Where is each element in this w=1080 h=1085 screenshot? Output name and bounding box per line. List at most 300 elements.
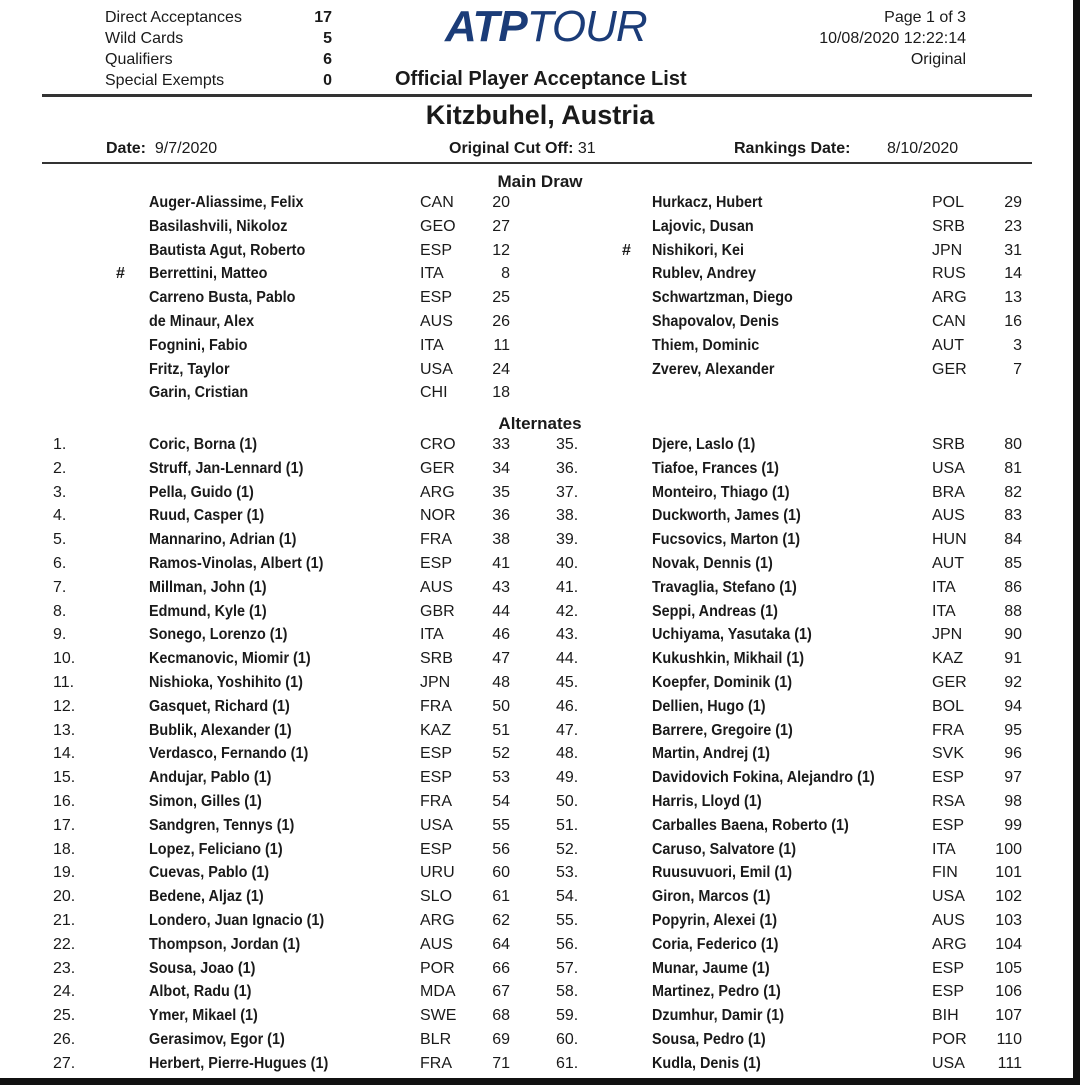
player-rank: 92 <box>1004 674 1022 691</box>
player-row <box>0 460 1080 483</box>
player-name: Albot, Radu (1) <box>149 983 252 1001</box>
player-country: USA <box>420 816 453 834</box>
player-country: NOR <box>420 507 456 525</box>
player-rank: 51 <box>492 721 510 739</box>
alternate-position: 50. <box>556 793 579 810</box>
player-row <box>0 769 1080 792</box>
player-name: Sonego, Lorenzo (1) <box>149 626 288 644</box>
player-rank: 66 <box>492 959 510 977</box>
player-country: BOL <box>932 697 965 715</box>
player-country: AUT <box>932 555 964 572</box>
player-name: Gasquet, Richard (1) <box>149 697 290 715</box>
player-rank: 20 <box>492 194 510 211</box>
alternate-position: 3. <box>53 483 67 501</box>
player-row <box>0 194 1080 217</box>
player-row <box>0 384 1080 407</box>
player-country: USA <box>932 459 965 477</box>
player-rank: 26 <box>492 313 510 330</box>
player-country: ESP <box>420 769 453 787</box>
alternate-position: 23. <box>53 959 76 977</box>
alternate-position: 14. <box>53 745 76 763</box>
player-rank: 82 <box>1004 483 1022 501</box>
alternate-position: 40. <box>556 555 579 572</box>
player-row <box>0 817 1080 840</box>
alternate-position: 37. <box>556 483 579 501</box>
player-name: Coric, Borna (1) <box>149 436 258 453</box>
stat-label: Wild Cards <box>105 30 184 47</box>
player-name: Sandgren, Tennys (1) <box>149 816 295 834</box>
player-rank: 8 <box>501 265 510 283</box>
list-type: Original <box>910 51 966 68</box>
player-name: Rublev, Andrey <box>652 265 757 283</box>
player-country: ESP <box>420 745 453 763</box>
player-country: ITA <box>932 840 956 858</box>
player-name: Verdasco, Fernando (1) <box>149 745 309 763</box>
player-row <box>0 337 1080 360</box>
player-rank: 50 <box>492 697 510 715</box>
player-rank: 44 <box>492 602 510 620</box>
player-name: Barrere, Gregoire (1) <box>652 721 793 739</box>
player-rank: 27 <box>492 217 510 235</box>
alternate-position: 12. <box>53 697 76 715</box>
alternate-position: 43. <box>556 626 579 644</box>
player-country: ARG <box>420 912 455 929</box>
seed-mark: # <box>622 241 631 259</box>
player-country: ESP <box>932 959 965 977</box>
alternate-position: 9. <box>53 626 67 644</box>
player-country: KAZ <box>932 650 964 668</box>
player-rank: 36 <box>492 507 510 525</box>
player-country: GER <box>932 674 967 691</box>
player-country: RUS <box>932 265 966 283</box>
alternate-position: 42. <box>556 602 579 620</box>
bottom-edge <box>0 1078 1080 1085</box>
player-name: Martin, Andrej (1) <box>652 745 770 763</box>
player-country: GER <box>932 360 967 378</box>
player-row <box>0 507 1080 530</box>
alternate-position: 44. <box>556 650 579 668</box>
atp-tour-logo <box>445 2 647 52</box>
player-country: POR <box>932 1031 967 1048</box>
player-row <box>0 555 1080 578</box>
alternate-position: 57. <box>556 959 579 977</box>
player-rank: 69 <box>492 1031 510 1048</box>
player-row <box>0 289 1080 312</box>
player-country: AUS <box>420 578 453 596</box>
player-row <box>0 242 1080 265</box>
player-name: Bedene, Aljaz (1) <box>149 888 264 906</box>
player-country: USA <box>932 888 965 906</box>
player-rank: 104 <box>995 935 1022 953</box>
rankings-date-label: Rankings Date: <box>734 140 851 157</box>
player-name: Carballes Baena, Roberto (1) <box>652 816 849 834</box>
cutoff-value: 31 <box>577 140 596 157</box>
player-name: Hurkacz, Hubert <box>652 194 763 211</box>
player-rank: 3 <box>1013 336 1022 354</box>
player-country: CAN <box>420 194 454 211</box>
player-name: Kecmanovic, Miomir (1) <box>149 650 311 668</box>
player-name: Millman, John (1) <box>149 578 267 596</box>
player-country: JPN <box>932 241 963 259</box>
player-country: CAN <box>932 313 966 330</box>
stat-label: Special Exempts <box>105 72 225 89</box>
alternate-position: 41. <box>556 578 579 596</box>
tournament-name: Kitzbuhel, Austria <box>425 100 655 130</box>
player-rank: 48 <box>492 674 510 691</box>
player-country: FRA <box>420 697 452 715</box>
player-row <box>0 218 1080 241</box>
alternate-position: 24. <box>53 983 76 1001</box>
alternate-position: 38. <box>556 507 579 525</box>
alternate-position: 48. <box>556 745 579 763</box>
player-rank: 85 <box>1004 555 1022 572</box>
player-country: BLR <box>420 1031 452 1048</box>
player-rank: 18 <box>492 384 510 402</box>
player-rank: 110 <box>996 1031 1022 1048</box>
player-rank: 97 <box>1004 769 1022 787</box>
player-name: Shapovalov, Denis <box>652 313 779 330</box>
player-country: CHI <box>420 384 448 402</box>
player-name: Sousa, Pedro (1) <box>652 1031 766 1048</box>
player-country: SLO <box>420 888 453 906</box>
player-rank: 98 <box>1004 793 1022 810</box>
player-rank: 88 <box>1004 602 1022 620</box>
player-country: ITA <box>420 626 444 644</box>
player-country: ESP <box>420 241 453 259</box>
player-rank: 86 <box>1004 578 1022 596</box>
player-name: Lajovic, Dusan <box>652 217 754 235</box>
alternate-position: 47. <box>556 721 579 739</box>
player-country: MDA <box>420 983 456 1001</box>
player-country: ITA <box>420 336 444 354</box>
player-name: Herbert, Pierre-Hugues (1) <box>149 1054 329 1072</box>
player-rank: 105 <box>995 959 1022 977</box>
player-name: Martinez, Pedro (1) <box>652 983 781 1001</box>
player-rank: 33 <box>492 436 510 453</box>
player-name: Duckworth, James (1) <box>652 507 801 525</box>
seed-mark: # <box>116 265 125 283</box>
player-rank: 23 <box>1004 217 1022 235</box>
stat-label: Direct Acceptances <box>105 9 242 26</box>
alternate-position: 58. <box>556 983 579 1001</box>
player-name: de Minaur, Alex <box>149 313 255 330</box>
player-rank: 61 <box>492 888 510 906</box>
player-rank: 56 <box>492 840 510 858</box>
alternate-position: 21. <box>53 912 76 929</box>
stat-value: 6 <box>323 51 332 68</box>
alternate-position: 22. <box>53 935 76 953</box>
player-rank: 16 <box>1004 313 1022 330</box>
alternates-heading: Alternates <box>498 414 582 433</box>
player-rank: 90 <box>1004 626 1022 644</box>
player-name: Londero, Juan Ignacio (1) <box>149 912 325 929</box>
alternate-position: 55. <box>556 912 579 929</box>
player-row <box>0 626 1080 649</box>
player-name: Dzumhur, Damir (1) <box>652 1007 785 1025</box>
player-name: Ruud, Casper (1) <box>149 507 265 525</box>
alternate-position: 45. <box>556 674 579 691</box>
stat-value: 0 <box>323 72 332 89</box>
player-rank: 83 <box>1004 507 1022 525</box>
player-name: Basilashvili, Nikoloz <box>149 217 288 235</box>
player-country: AUS <box>420 313 453 330</box>
player-country: KAZ <box>420 721 452 739</box>
player-row <box>0 745 1080 768</box>
player-row <box>0 436 1080 459</box>
player-country: USA <box>420 360 453 378</box>
player-name: Cuevas, Pablo (1) <box>149 864 270 882</box>
alternate-position: 1. <box>53 436 67 453</box>
cutoff-field <box>449 140 596 158</box>
player-name: Tiafoe, Frances (1) <box>652 459 779 477</box>
player-country: CRO <box>420 436 456 453</box>
alternate-position: 25. <box>53 1007 76 1025</box>
date-value: 9/7/2020 <box>154 140 218 157</box>
player-row <box>0 484 1080 507</box>
player-country: ARG <box>932 289 967 307</box>
player-rank: 103 <box>995 912 1022 929</box>
player-rank: 106 <box>995 983 1022 1001</box>
player-country: ESP <box>932 769 965 787</box>
player-name: Coria, Federico (1) <box>652 935 779 953</box>
player-row <box>0 936 1080 959</box>
player-row <box>0 888 1080 911</box>
alternate-position: 11. <box>53 674 75 691</box>
alternate-position: 36. <box>556 459 579 477</box>
player-country: ARG <box>420 483 455 501</box>
alternate-position: 39. <box>556 531 579 549</box>
player-row <box>0 313 1080 336</box>
player-rank: 53 <box>492 769 510 787</box>
logo-tour: TOUR <box>526 2 647 51</box>
alternate-position: 52. <box>556 840 579 858</box>
player-country: SRB <box>420 650 453 668</box>
player-row <box>0 912 1080 935</box>
player-rank: 29 <box>1004 194 1022 211</box>
player-row <box>0 1055 1080 1078</box>
player-country: JPN <box>932 626 963 644</box>
player-row <box>0 841 1080 864</box>
player-rank: 84 <box>1004 531 1022 549</box>
player-country: GEO <box>420 217 456 235</box>
player-name: Thiem, Dominic <box>652 336 760 354</box>
document-title: Official Player Acceptance List <box>395 68 687 90</box>
alternate-position: 18. <box>53 840 76 858</box>
alternate-position: 49. <box>556 769 579 787</box>
player-name: Lopez, Feliciano (1) <box>149 840 283 858</box>
player-name: Ymer, Mikael (1) <box>149 1007 258 1025</box>
player-country: SWE <box>420 1007 457 1025</box>
player-name: Ramos-Vinolas, Albert (1) <box>149 555 324 572</box>
alternate-position: 19. <box>53 864 76 882</box>
player-row <box>0 579 1080 602</box>
date-label: Date: <box>106 140 147 157</box>
player-country: FRA <box>932 721 964 739</box>
player-rank: 99 <box>1004 816 1022 834</box>
player-rank: 25 <box>492 289 510 307</box>
player-name: Kukushkin, Mikhail (1) <box>652 650 805 668</box>
player-country: FRA <box>420 793 452 810</box>
player-country: AUS <box>932 912 965 929</box>
player-rank: 46 <box>492 626 510 644</box>
main-draw-heading: Main Draw <box>497 172 583 191</box>
player-rank: 55 <box>492 816 510 834</box>
player-name: Thompson, Jordan (1) <box>149 935 301 953</box>
player-name: Seppi, Andreas (1) <box>652 602 778 620</box>
player-rank: 24 <box>492 360 510 378</box>
alternate-position: 10. <box>53 650 76 668</box>
alternate-position: 27. <box>53 1054 76 1072</box>
player-name: Davidovich Fokina, Alejandro (1) <box>652 769 875 787</box>
stat-value: 17 <box>314 9 332 26</box>
alternate-position: 54. <box>556 888 579 906</box>
stat-value: 5 <box>323 30 332 47</box>
player-name: Auger-Aliassime, Felix <box>149 194 304 211</box>
player-name: Travaglia, Stefano (1) <box>652 578 797 596</box>
player-country: FRA <box>420 531 452 549</box>
player-row <box>0 361 1080 384</box>
player-country: ESP <box>932 983 965 1001</box>
player-country: FIN <box>932 864 958 882</box>
player-country: ITA <box>932 602 956 620</box>
player-name: Caruso, Salvatore (1) <box>652 840 797 858</box>
alternate-position: 15. <box>53 769 76 787</box>
player-row <box>0 603 1080 626</box>
player-name: Popyrin, Alexei (1) <box>652 912 778 929</box>
player-rank: 31 <box>1004 241 1022 259</box>
player-name: Berrettini, Matteo <box>149 265 268 283</box>
player-name: Garin, Cristian <box>149 384 249 402</box>
date-field <box>106 140 217 158</box>
player-country: BIH <box>932 1007 959 1025</box>
player-name: Novak, Dennis (1) <box>652 555 773 572</box>
player-name: Ruusuvuori, Emil (1) <box>652 864 793 882</box>
rankings-date-value: 8/10/2020 <box>887 140 959 157</box>
player-name: Zverev, Alexander <box>652 360 775 378</box>
player-name: Monteiro, Thiago (1) <box>652 483 790 501</box>
player-country: GER <box>420 459 455 477</box>
player-country: SRB <box>932 217 965 235</box>
player-rank: 14 <box>1004 265 1022 283</box>
player-rank: 91 <box>1004 650 1022 668</box>
player-row <box>0 265 1080 288</box>
alternate-position: 59. <box>556 1007 579 1025</box>
player-name: Struff, Jan-Lennard (1) <box>149 459 304 477</box>
player-rank: 43 <box>492 578 510 596</box>
meta-divider <box>42 162 1032 164</box>
alternate-position: 51. <box>556 816 579 834</box>
alternate-position: 61. <box>556 1054 579 1072</box>
stat-label: Qualifiers <box>105 51 173 68</box>
player-row <box>0 983 1080 1006</box>
player-rank: 64 <box>492 935 510 953</box>
player-rank: 111 <box>997 1054 1022 1072</box>
alternate-position: 17. <box>53 816 76 834</box>
player-rank: 7 <box>1013 360 1022 378</box>
player-name: Dellien, Hugo (1) <box>652 697 766 715</box>
player-row <box>0 793 1080 816</box>
player-rank: 41 <box>492 555 510 572</box>
player-name: Fognini, Fabio <box>149 336 248 354</box>
player-rank: 101 <box>995 864 1022 882</box>
player-row <box>0 864 1080 887</box>
player-name: Fritz, Taylor <box>149 360 230 378</box>
player-row <box>0 1031 1080 1054</box>
alternate-position: 16. <box>53 793 76 810</box>
player-rank: 107 <box>995 1007 1022 1025</box>
player-name: Giron, Marcos (1) <box>652 888 771 906</box>
player-country: FRA <box>420 1054 452 1072</box>
player-row <box>0 1007 1080 1030</box>
player-country: JPN <box>420 674 451 691</box>
alternate-position: 4. <box>53 507 67 525</box>
player-rank: 96 <box>1004 745 1022 763</box>
player-name: Carreno Busta, Pablo <box>149 289 296 307</box>
player-rank: 34 <box>492 459 510 477</box>
right-edge <box>1073 0 1080 1085</box>
player-rank: 100 <box>995 840 1022 858</box>
alternate-position: 53. <box>556 864 579 882</box>
header-divider <box>42 94 1032 97</box>
player-name: Simon, Gilles (1) <box>149 793 262 810</box>
player-rank: 95 <box>1004 721 1022 739</box>
player-rank: 67 <box>492 983 510 1001</box>
player-country: ESP <box>420 289 453 307</box>
player-row <box>0 698 1080 721</box>
player-name: Gerasimov, Egor (1) <box>149 1031 285 1048</box>
player-country: GBR <box>420 602 455 620</box>
alternate-position: 26. <box>53 1031 76 1048</box>
player-rank: 54 <box>492 793 510 810</box>
player-name: Munar, Jaume (1) <box>652 959 770 977</box>
player-rank: 102 <box>995 888 1022 906</box>
player-name: Fucsovics, Marton (1) <box>652 531 801 549</box>
alternate-position: 56. <box>556 935 579 953</box>
player-rank: 12 <box>492 241 510 259</box>
logo-atp: ATP <box>445 2 527 51</box>
player-name: Schwartzman, Diego <box>652 289 793 307</box>
player-country: ESP <box>932 816 965 834</box>
alternate-position: 8. <box>53 602 67 620</box>
player-country: AUS <box>420 935 453 953</box>
player-row <box>0 531 1080 554</box>
alternate-position: 7. <box>53 578 67 596</box>
player-name: Uchiyama, Yasutaka (1) <box>652 626 812 644</box>
player-rank: 38 <box>492 531 510 549</box>
player-rank: 35 <box>492 483 510 501</box>
player-country: ESP <box>420 555 453 572</box>
player-rank: 68 <box>492 1007 510 1025</box>
player-country: ITA <box>420 265 444 283</box>
player-rank: 11 <box>493 336 510 354</box>
page-number: Page 1 of 3 <box>884 9 966 26</box>
alternate-position: 35. <box>556 436 579 453</box>
player-name: Koepfer, Dominik (1) <box>652 674 793 691</box>
alternate-position: 6. <box>53 555 67 572</box>
player-name: Mannarino, Adrian (1) <box>149 531 297 549</box>
player-name: Kudla, Denis (1) <box>652 1054 761 1072</box>
player-country: ARG <box>932 935 967 953</box>
player-row <box>0 650 1080 673</box>
cutoff-label: Original Cut Off: <box>449 140 574 157</box>
player-name: Harris, Lloyd (1) <box>652 793 762 810</box>
player-rank: 47 <box>492 650 510 668</box>
player-country: HUN <box>932 531 967 549</box>
player-country: SVK <box>932 745 965 763</box>
player-country: USA <box>932 1054 965 1072</box>
alternate-position: 46. <box>556 697 579 715</box>
player-country: POR <box>420 959 455 977</box>
